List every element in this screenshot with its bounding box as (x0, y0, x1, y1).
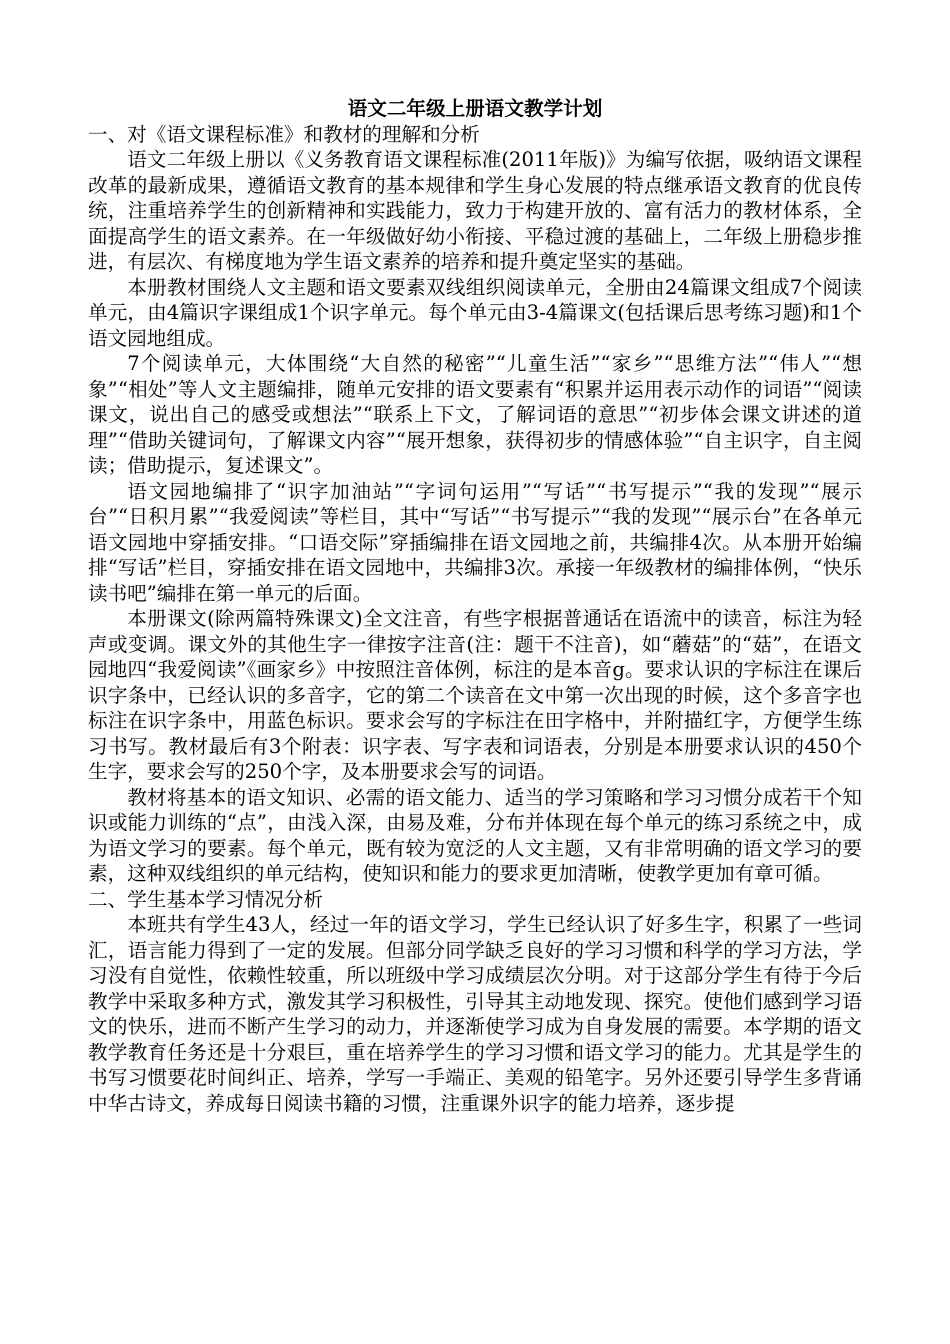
document-title: 语文二年级上册语文教学计划 (347, 97, 603, 120)
paragraph-1-6: 教材将基本的语文知识、必需的语文能力、适当的学习策略和学习习惯分成若干个知识或能力训练的“点”，由浅入深，由易及难，分布并体现在每个单元的练习系统之中，成为语文学习的要素。每个单元，既有较为宽泛的人文主题，又有非常明确的语文学习的要素，这种双线组织的单元结构，使知识和能力的要求更加清晰，使教学更加有章可循。 (88, 785, 862, 885)
paragraph-1-2: 本册教材围绕人文主题和语文要素双线组织阅读单元，全册由24篇课文组成7个阅读单元，由4篇识字课组成1个识字单元。每个单元由3-4篇课文(包括课后思考练习题)和1个语文园地组成。 (88, 275, 862, 350)
section-heading-2: 二、学生基本学习情况分析 (88, 887, 324, 911)
paragraph-1-1: 语文二年级上册以《义务教育语文课程标准(2011年版)》为编写依据，吸纳语文课程改革的最新成果，遵循语文教育的基本规律和学生身心发展的特点继承语文教育的优良传统，注重培养学生的创新精神和实践能力，致力于构建开放的、富有活力的教材体系，全面提高学生的语文素养。在一年级做好幼小衔接、平稳过渡的基础上，二年级上册稳步推进，有层次、有梯度地为学生语文素养的培养和提升奠定坚实的基础。 (88, 148, 862, 273)
paragraph-1-4: 语文园地编排了“识字加油站”“字词句运用”“写话”“书写提示”“我的发现”“展示台”“日积月累”“我爱阅读”等栏目，其中“写话”“书写提示”“我的发现”“展示台”在各单元语文园地中穿插安排。“口语交际”穿插编排在语文园地之前，共编排4次。从本册开始编排“写话”栏目，穿插安排在语文园地中，共编排3次。承接一年级教材的编排体例，“快乐读书吧”编排在第一单元的后面。 (88, 479, 862, 605)
paragraph-2-1: 本班共有学生43人，经过一年的语文学习，学生已经认识了好多生字，积累了一些词汇，语言能力得到了一定的发展。但部分同学缺乏良好的学习习惯和科学的学习方法，学习没有自觉性，依赖性较重，所以班级中学习成绩层次分明。对于这部分学生有待于今后教学中采取多种方式，激发其学习积极性，引导其主动地发现、探究。使他们感到学习语文的快乐，进而不断产生学习的动力，并逐渐使学习成为自身发展的需要。本学期的语文教学教育任务还是十分艰巨，重在培养学生的学习习惯和语文学习的能力。尤其是学生的书写习惯要花时间纠正、培养，学写一手端正、美观的铅笔字。另外还要引导学生多背诵中华古诗文，养成每日阅读书籍的习惯，注重课外识字的能力培养，逐步提 (88, 913, 862, 1115)
section-heading-1: 一、对《语文课程标准》和教材的理解和分析 (88, 122, 480, 146)
paragraph-1-3: 7个阅读单元，大体围绕“大自然的秘密”“儿童生活”“家乡”“思维方法”“伟人”“想象”“相处”等人文主题编排，随单元安排的语文要素有“积累并运用表示动作的词语”“阅读课文，说出自己的感受或想法”“联系上下文，了解词语的意思”“初步体会课文讲述的道理”“借助关键词句，了解课文内容”“展开想象，获得初步的情感体验”“自主识字，自主阅读；借助提示，复述课文”。 (88, 352, 862, 477)
document-page (88, 96, 862, 1116)
paragraph-1-5: 本册课文(除两篇特殊课文)全文注音，有些字根据普通话在语流中的读音，标注为轻声或变调。课文外的其他生字一律按字注音(注：题干不注音)，如“蘑菇”的“菇”，在语文园地四“我爱阅读”《画家乡》中按照注音体例，标注的是本音g。要求认识的字标注在课后识字条中，已经认识的多音字，它的第二个读音在文中第一次出现的时候，这个多音字也标注在识字条中，用蓝色标识。要求会写的字标注在田字格中，并附描红字，方便学生练习书写。教材最后有3个附表：识字表、写字表和词语表，分别是本册要求认识的450个生字，要求会写的250个字，及本册要求会写的词语。 (88, 607, 862, 783)
